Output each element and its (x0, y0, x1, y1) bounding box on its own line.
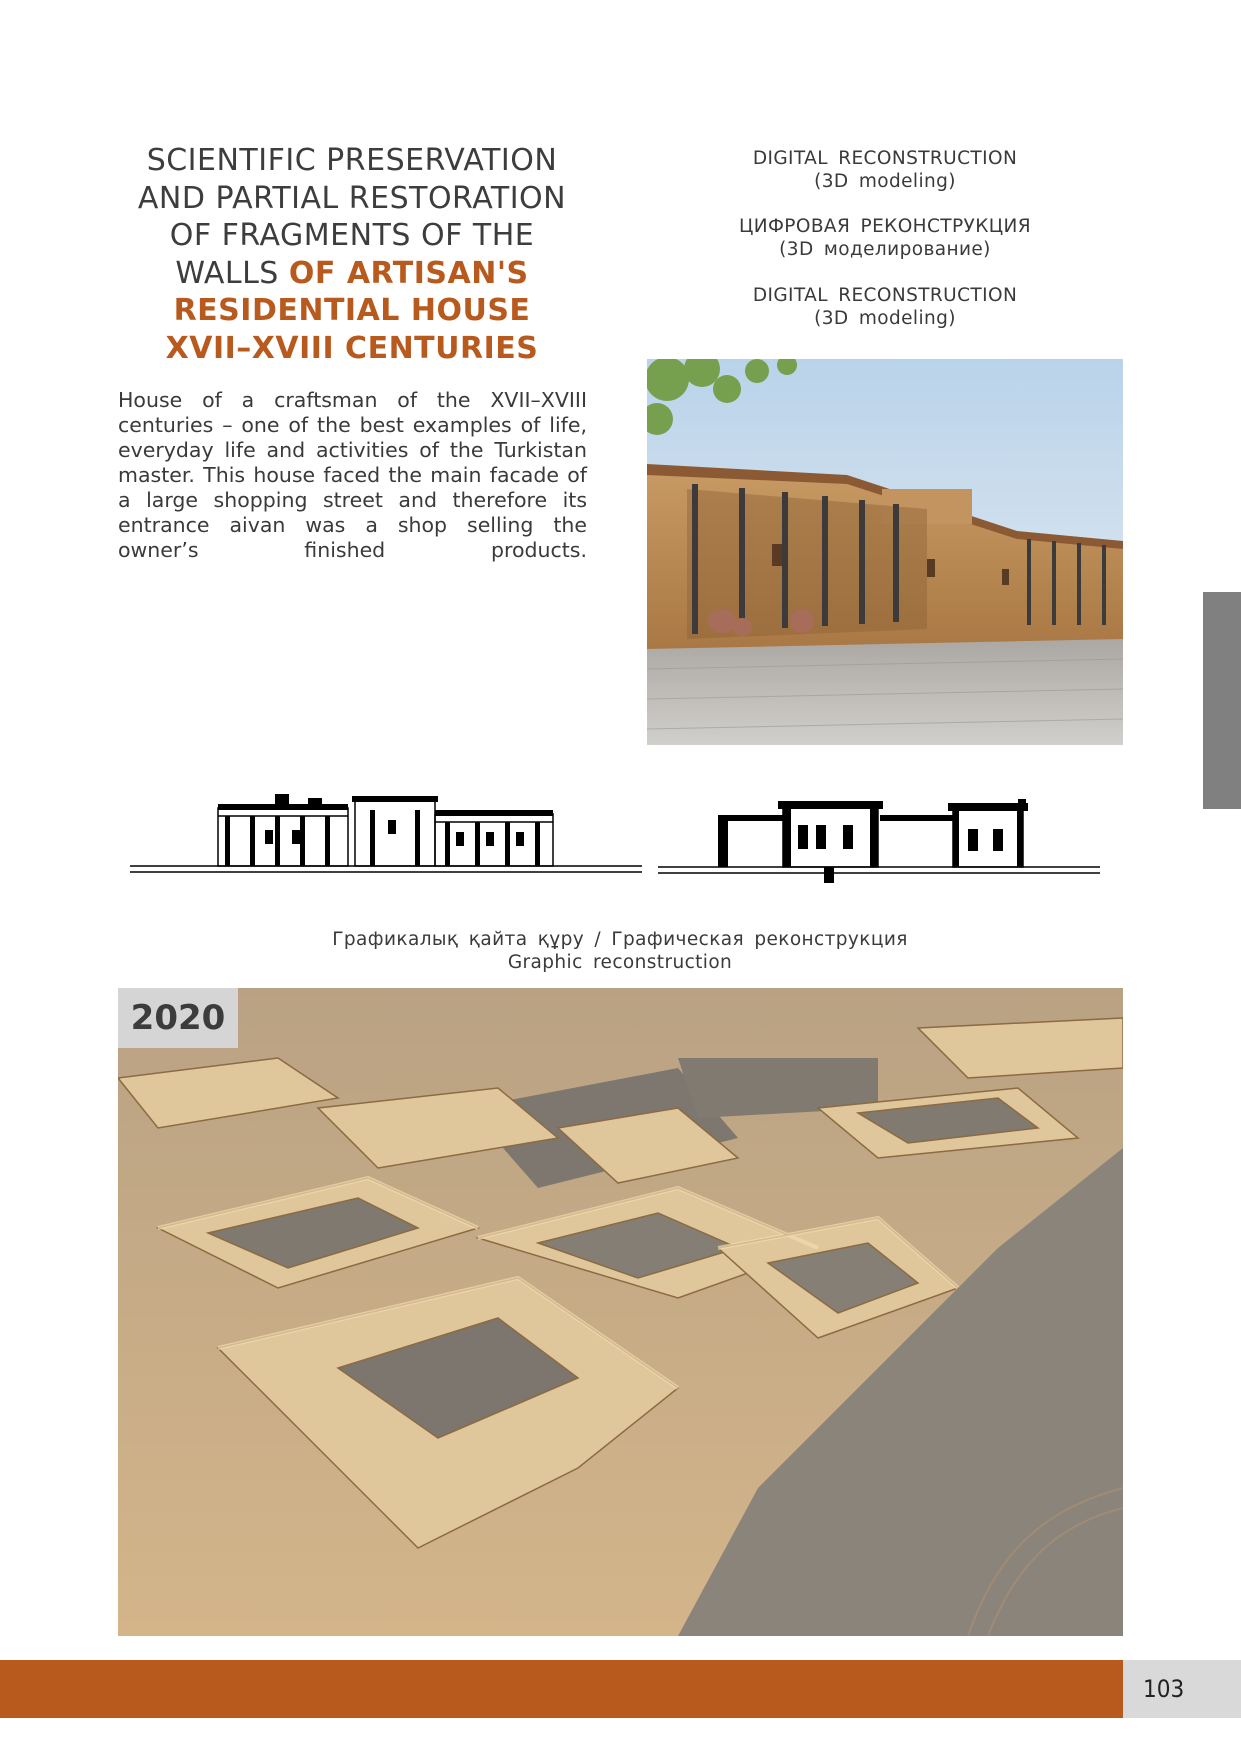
title-line-2: AND PARTIAL RESTORATION (137, 180, 567, 216)
title-line-6: XVII–XVIII CENTURIES (165, 330, 539, 366)
section-drawing-right (658, 795, 1100, 890)
caption-line: ЦИФРОВАЯ РЕКОНСТРУКЦИЯ (738, 216, 1032, 237)
page-number: 103 (1143, 1675, 1185, 1703)
caption-digital-en-2 (700, 284, 1070, 330)
title-line-4-plain: WALLS (175, 255, 289, 291)
body-paragraph: House of a craftsman of the XVII–XVIII centuries – one of the best examples of life, everyday life and activities of the Turkistan master. This house faced the main facade of a large shopping street and therefore its entrance aivan was a shop selling the owner’s finished products. (118, 388, 587, 562)
excavation-site-svg (118, 988, 1123, 1636)
title-line-3: OF FRAGMENTS OF THE (169, 218, 535, 253)
reconstruction-render-image (647, 359, 1123, 745)
footer-accent-bar (0, 1660, 1123, 1718)
caption-digital-ru (700, 215, 1070, 261)
graphic-reconstruction-caption (300, 928, 940, 974)
title-line-4-accent: OF ARTISAN'S (288, 255, 529, 291)
side-section-tab (1203, 592, 1241, 809)
excavation-site-photo (118, 988, 1123, 1636)
caption-line: DIGITAL RECONSTRUCTION (752, 285, 1018, 306)
page-number-box (1123, 1660, 1241, 1718)
year-badge: 2020 (118, 988, 238, 1048)
elevation-drawing-left (130, 790, 642, 880)
reconstruction-render-svg (647, 359, 1123, 745)
caption-line: Graphic reconstruction (507, 952, 733, 973)
caption-digital-en (700, 147, 1070, 193)
caption-line: (3D modeling) (814, 308, 956, 329)
title-line-1: SCIENTIFIC PRESERVATION (146, 143, 558, 178)
title-line-5: RESIDENTIAL HOUSE (173, 293, 531, 328)
caption-line: (3D modeling) (814, 171, 956, 192)
caption-line: Графикалық қайта құру / Графическая реконструкция (332, 929, 908, 950)
caption-line: (3D моделирование) (779, 239, 991, 260)
title-line-4 (118, 255, 586, 293)
caption-line: DIGITAL RECONSTRUCTION (752, 148, 1018, 169)
page-title (118, 142, 586, 367)
